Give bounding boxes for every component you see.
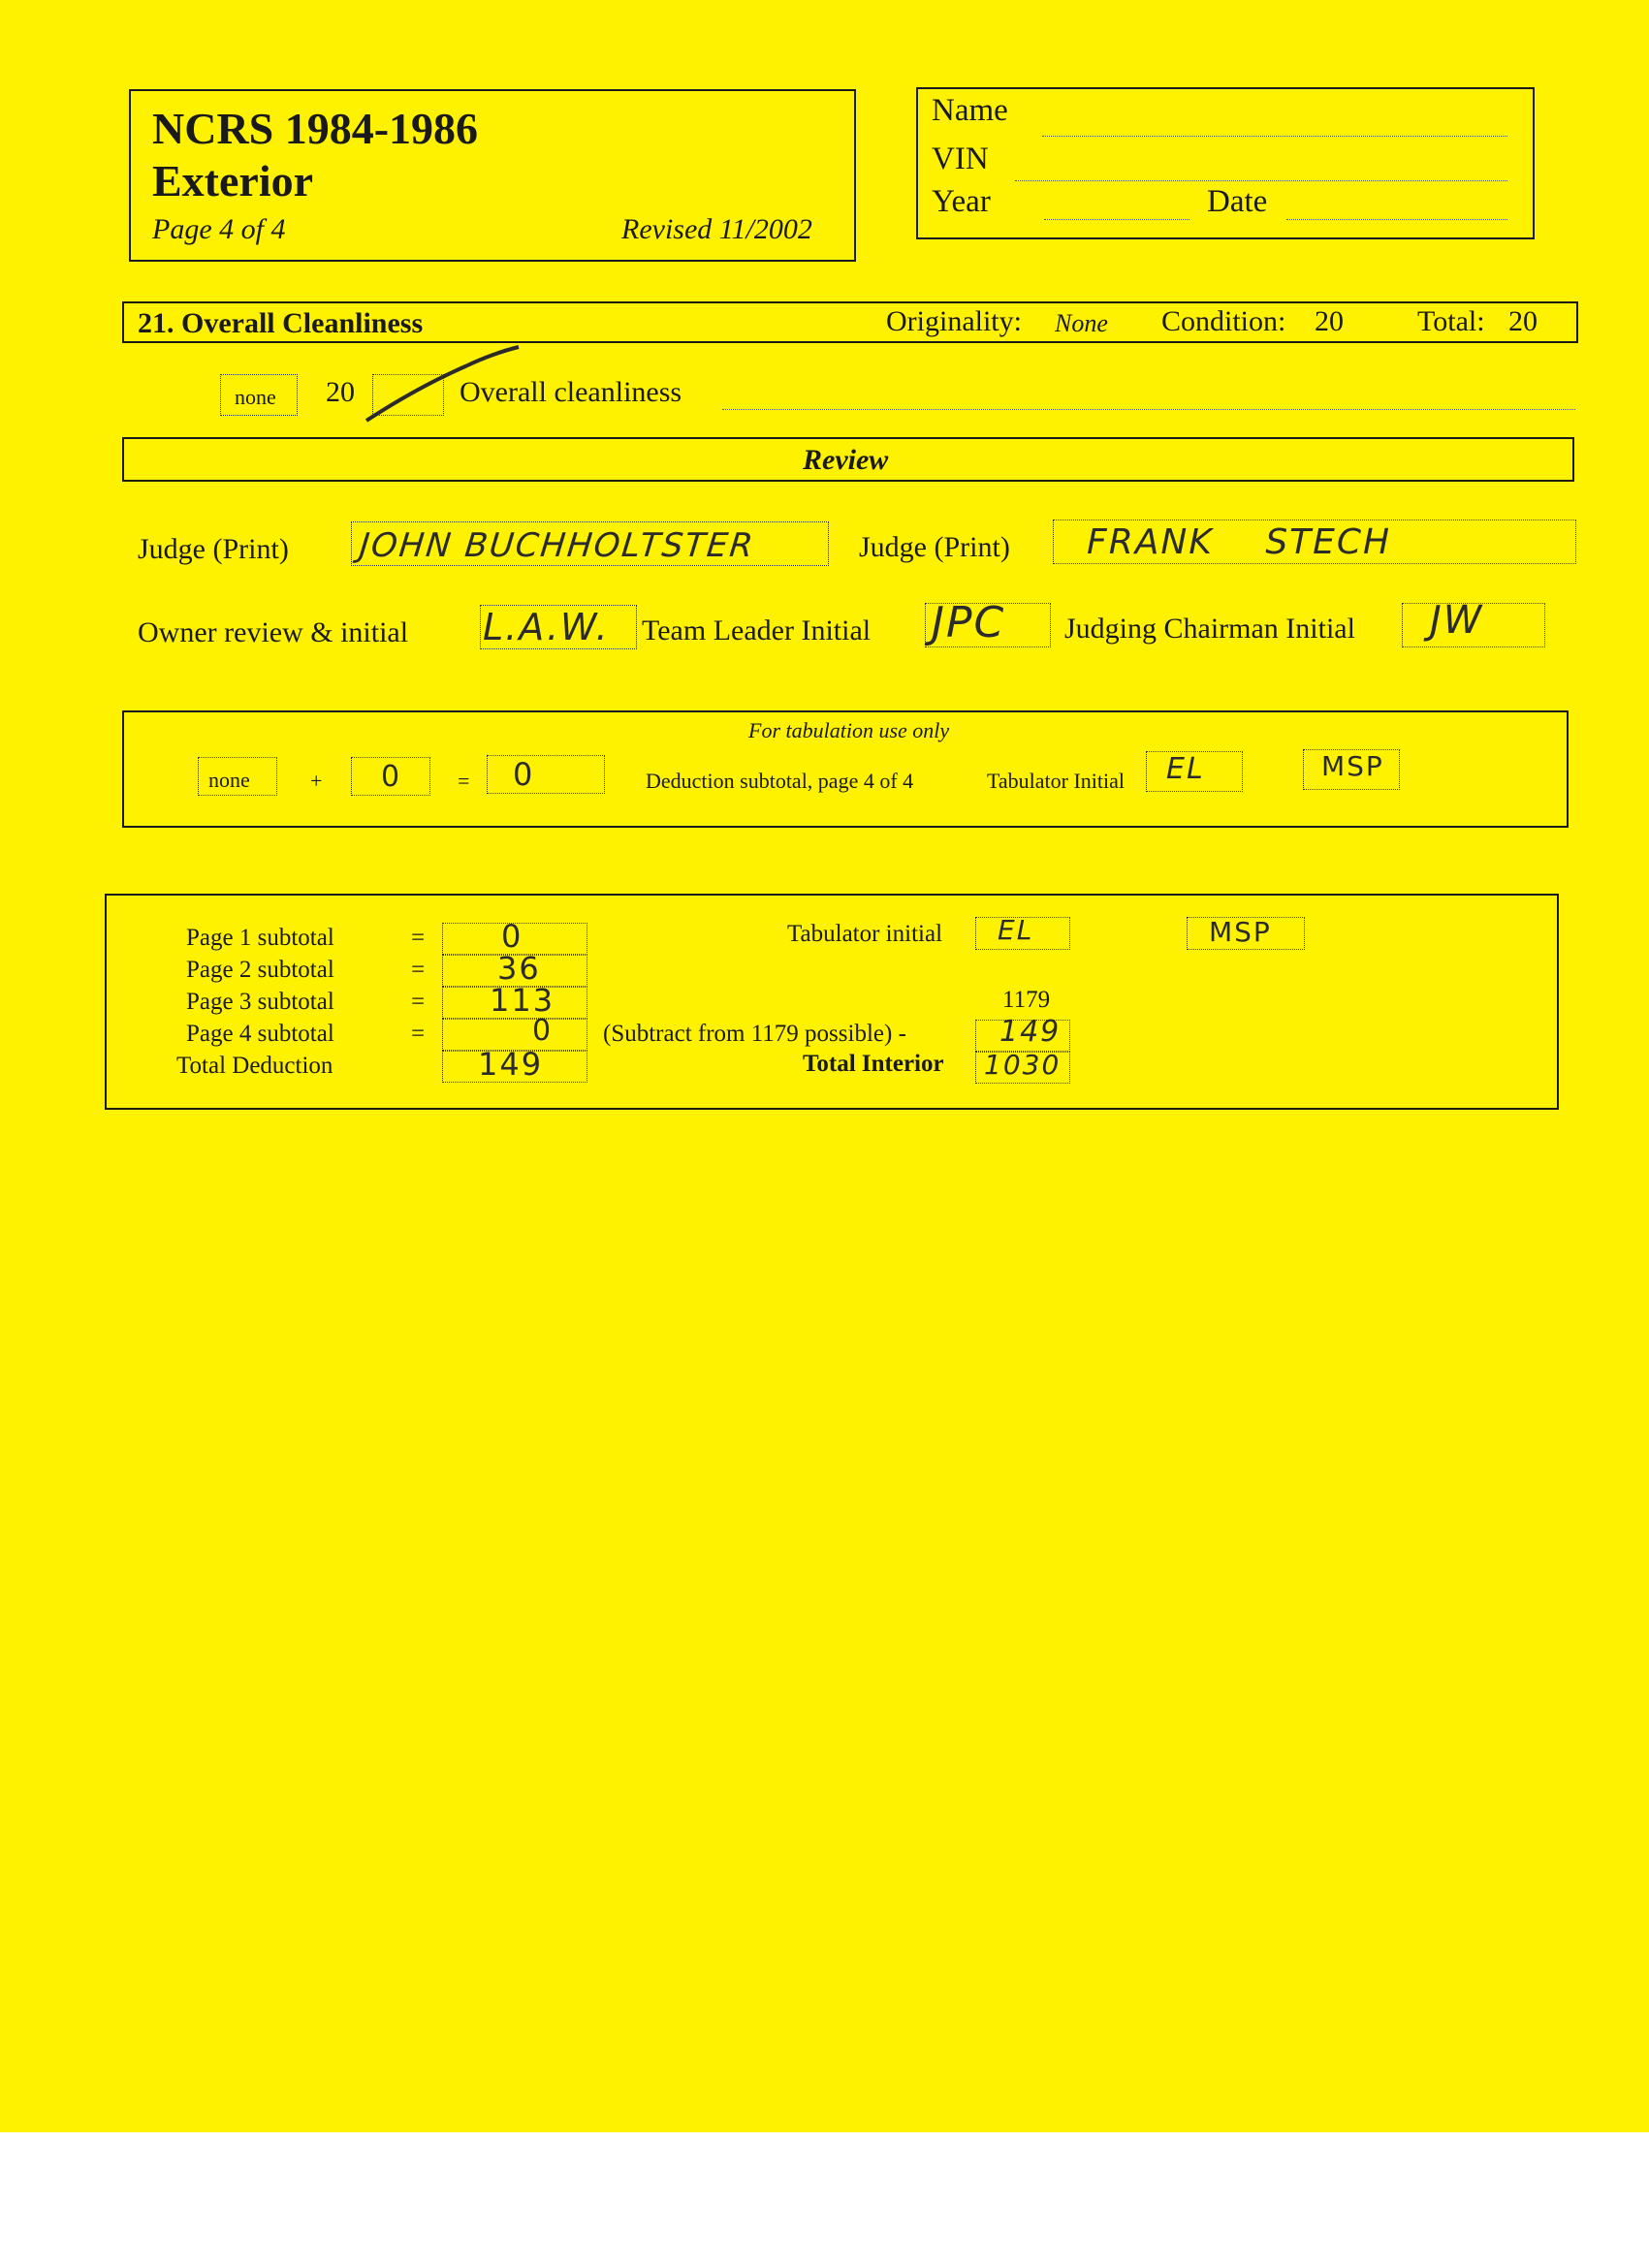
team-leader-label: Team Leader Initial [642, 614, 872, 646]
judge1-field[interactable] [351, 521, 829, 566]
subtract-label: (Subtract from 1179 possible) - [603, 1021, 906, 1047]
tab-initial2: MSP [1321, 750, 1384, 782]
subtotal-cell[interactable] [442, 982, 587, 1019]
row-label: Page 3 subtotal [186, 989, 334, 1015]
judge1-value: JOHN BUCHHOLTSTER [357, 526, 757, 565]
row-label: Page 2 subtotal [186, 957, 334, 983]
team-leader-value: JPC [932, 598, 1006, 647]
row-label: Total Deduction [176, 1053, 333, 1079]
judge1-label: Judge (Print) [138, 533, 289, 565]
tabulation-box [122, 710, 1569, 828]
page-number: Page 4 of 4 [152, 213, 286, 245]
possible-points: 1179 [1002, 987, 1051, 1013]
owner-initial-field[interactable] [480, 605, 637, 649]
judge2-value: FRANK STECH [1087, 522, 1392, 562]
team-leader-field[interactable] [925, 598, 1051, 647]
owner-info-box [916, 87, 1535, 239]
summary-tabulator-label: Tabulator initial [787, 921, 943, 947]
tab-val2-box[interactable] [351, 757, 430, 796]
year-field[interactable] [1044, 219, 1189, 220]
summary-tab-initial1-box[interactable] [975, 914, 1070, 950]
subtract-value: 149 [999, 1015, 1062, 1049]
total-label: Total: [1417, 305, 1485, 337]
chairman-label: Judging Chairman Initial [1064, 613, 1355, 645]
chairman-field[interactable] [1402, 598, 1545, 647]
subtotal-value: 113 [490, 982, 555, 1019]
summary-tab-initial1: EL [998, 914, 1034, 946]
item-label: Overall cleanliness [460, 376, 682, 408]
row-eq: = [411, 1021, 426, 1047]
tabulation-caption: For tabulation use only [748, 718, 950, 742]
vin-label: VIN [932, 142, 989, 176]
section-header [122, 301, 1578, 343]
item-notes-field[interactable] [722, 409, 1575, 410]
deduction-subtotal-label: Deduction subtotal, page 4 of 4 [646, 769, 914, 793]
tab-initial1: EL [1166, 752, 1205, 786]
condition-value: 20 [1315, 305, 1344, 337]
subtotal-value: 0 [532, 1014, 554, 1048]
subtotal-value: 36 [497, 950, 541, 987]
tab-initial2-box[interactable] [1303, 749, 1400, 790]
total-interior-label: Total Interior [803, 1051, 944, 1077]
summary-box [105, 894, 1559, 1110]
form-subtitle: Exterior [152, 156, 314, 205]
form-title: NCRS 1984-1986 [152, 104, 479, 153]
subtract-cell[interactable] [975, 1015, 1070, 1052]
tabulator-initial-label: Tabulator Initial [987, 769, 1126, 793]
judge2-field[interactable] [1053, 520, 1576, 564]
tab-val2: 0 [381, 760, 402, 794]
name-label: Name [932, 93, 1008, 128]
tab-plus: + [310, 769, 323, 793]
section-title: 21. Overall Cleanliness [138, 307, 424, 339]
item-originality-box[interactable] [220, 374, 298, 416]
tab-val1-box[interactable] [198, 757, 277, 796]
tab-equals: = [458, 769, 470, 793]
tab-val1: none [208, 768, 250, 792]
originality-value: None [1055, 309, 1108, 337]
row-eq: = [411, 925, 426, 951]
date-label: Date [1207, 184, 1268, 219]
total-deduction-cell[interactable] [442, 1046, 587, 1083]
item-points: 20 [326, 376, 355, 408]
row-label: Page 4 subtotal [186, 1021, 334, 1047]
title-box [129, 89, 856, 262]
chairman-value: JW [1430, 598, 1484, 643]
date-field[interactable] [1286, 219, 1507, 220]
row-eq: = [411, 957, 426, 983]
name-field[interactable] [1042, 136, 1507, 137]
total-interior-value: 1030 [984, 1049, 1062, 1081]
review-header [122, 437, 1574, 482]
judge2-label: Judge (Print) [859, 531, 1010, 563]
review-title: Review [803, 444, 889, 476]
total-deduction-value: 149 [478, 1046, 544, 1083]
summary-tab-initial2-box[interactable] [1187, 917, 1305, 950]
summary-tab-initial2: MSP [1209, 916, 1272, 948]
revised-date: Revised 11/2002 [621, 213, 812, 245]
tab-val3-box[interactable] [487, 755, 605, 794]
item-originality: none [235, 385, 276, 409]
owner-initial-value: L.A.W. [483, 606, 610, 648]
year-label: Year [932, 184, 991, 219]
tab-initial1-box[interactable] [1146, 751, 1243, 792]
subtotal-value: 0 [501, 918, 523, 955]
total-interior-cell[interactable] [975, 1049, 1070, 1084]
owner-review-label: Owner review & initial [138, 616, 409, 648]
vin-field[interactable] [1015, 180, 1507, 181]
total-value: 20 [1508, 305, 1538, 337]
row-label: Page 1 subtotal [186, 925, 334, 951]
tab-val3: 0 [513, 756, 535, 793]
condition-label: Condition: [1161, 305, 1286, 337]
originality-label: Originality: [886, 305, 1022, 337]
row-eq: = [411, 989, 426, 1015]
